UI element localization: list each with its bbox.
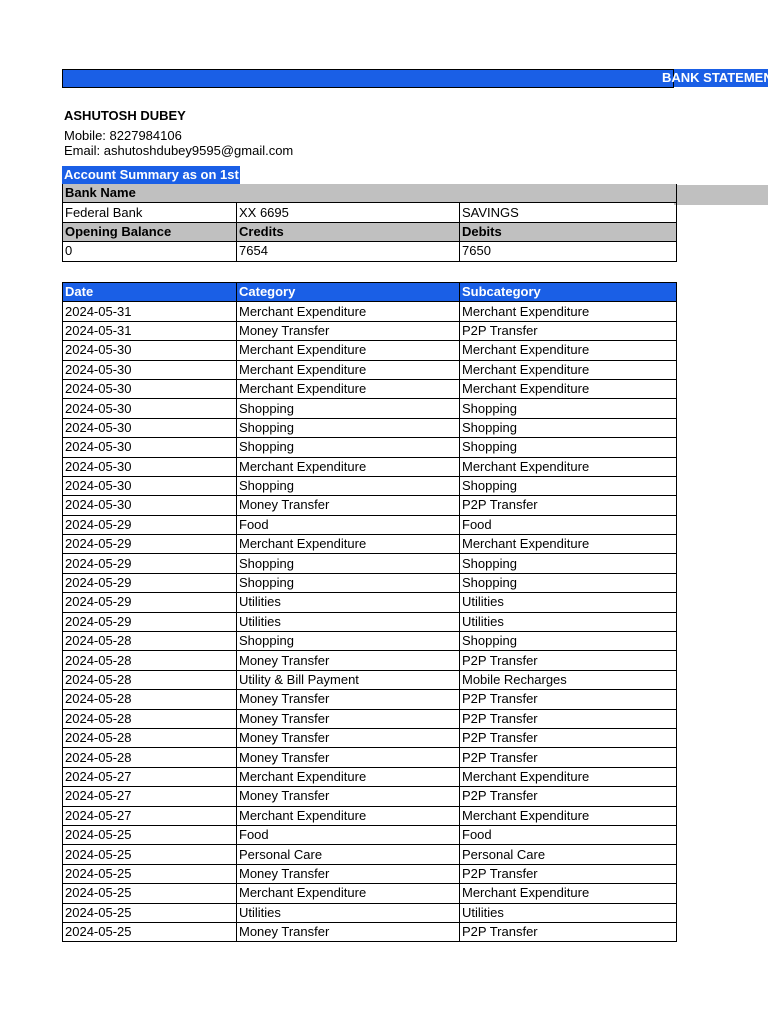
- table-row: [63, 418, 677, 437]
- subcategory-cell: Merchant Expenditure: [460, 884, 677, 903]
- subcategory-cell: P2P Transfer: [460, 748, 677, 767]
- subcategory-cell: Mobile Recharges: [460, 670, 677, 689]
- date-cell: 2024-05-30: [63, 341, 237, 360]
- table-row: [63, 496, 677, 515]
- table-row: [63, 573, 677, 592]
- subcategory-cell: Shopping: [460, 632, 677, 651]
- category-cell: Money Transfer: [237, 787, 460, 806]
- subcategory-cell: P2P Transfer: [460, 690, 677, 709]
- date-cell: 2024-05-29: [63, 573, 237, 592]
- category-cell: Merchant Expenditure: [237, 360, 460, 379]
- debits-value: 7650: [460, 242, 677, 261]
- date-cell: 2024-05-25: [63, 903, 237, 922]
- date-cell: 2024-05-29: [63, 515, 237, 534]
- table-row: [63, 632, 677, 651]
- subcategory-cell: Utilities: [460, 593, 677, 612]
- date-cell: 2024-05-28: [63, 728, 237, 747]
- subcategory-cell: Merchant Expenditure: [460, 341, 677, 360]
- table-row: [63, 884, 677, 903]
- category-cell: Shopping: [237, 573, 460, 592]
- table-row: [63, 825, 677, 844]
- subcategory-cell: Merchant Expenditure: [460, 767, 677, 786]
- subcategory-cell: Merchant Expenditure: [460, 535, 677, 554]
- category-cell: Merchant Expenditure: [237, 379, 460, 398]
- date-cell: 2024-05-30: [63, 399, 237, 418]
- mobile-number: Mobile: 8227984106: [64, 128, 182, 143]
- summary-header-row: [63, 184, 677, 203]
- table-row: [63, 341, 677, 360]
- date-cell: 2024-05-27: [63, 767, 237, 786]
- category-cell: Shopping: [237, 418, 460, 437]
- subcategory-cell: Shopping: [460, 438, 677, 457]
- subcategory-cell: Shopping: [460, 476, 677, 495]
- summary-bank-row: [63, 203, 677, 222]
- table-row: [63, 670, 677, 689]
- category-cell: Personal Care: [237, 845, 460, 864]
- category-cell: Money Transfer: [237, 864, 460, 883]
- title-banner: [62, 69, 674, 88]
- date-cell: 2024-05-30: [63, 457, 237, 476]
- category-cell: Money Transfer: [237, 496, 460, 515]
- table-row: [63, 709, 677, 728]
- header-grey-band: [674, 185, 768, 205]
- table-row: [63, 922, 677, 941]
- date-cell: 2024-05-31: [63, 321, 237, 340]
- table-row: [63, 864, 677, 883]
- category-cell: Shopping: [237, 476, 460, 495]
- summary-balance-row: [63, 242, 677, 261]
- category-cell: Merchant Expenditure: [237, 884, 460, 903]
- table-row: [63, 438, 677, 457]
- category-cell: Utilities: [237, 593, 460, 612]
- category-cell: Money Transfer: [237, 728, 460, 747]
- category-cell: Merchant Expenditure: [237, 302, 460, 321]
- subcategory-cell: Shopping: [460, 418, 677, 437]
- account-type-value: SAVINGS: [460, 203, 677, 222]
- transactions-table: [62, 282, 677, 942]
- subcategory-cell: Food: [460, 825, 677, 844]
- table-row: [63, 651, 677, 670]
- table-row: [63, 360, 677, 379]
- date-cell: 2024-05-30: [63, 476, 237, 495]
- date-cell: 2024-05-31: [63, 302, 237, 321]
- category-cell: Shopping: [237, 632, 460, 651]
- account-summary-table: [62, 184, 677, 262]
- bank-name-label: Bank Name: [63, 184, 677, 203]
- date-cell: 2024-05-30: [63, 418, 237, 437]
- subcategory-cell: P2P Transfer: [460, 864, 677, 883]
- date-cell: 2024-05-25: [63, 864, 237, 883]
- opening-balance-label: Opening Balance: [63, 222, 237, 241]
- category-cell: Money Transfer: [237, 709, 460, 728]
- date-cell: 2024-05-29: [63, 535, 237, 554]
- column-header-subcategory: Subcategory: [460, 283, 677, 302]
- opening-balance-value: 0: [63, 242, 237, 261]
- date-cell: 2024-05-29: [63, 554, 237, 573]
- subcategory-cell: Utilities: [460, 903, 677, 922]
- category-cell: Merchant Expenditure: [237, 806, 460, 825]
- subcategory-cell: Merchant Expenditure: [460, 360, 677, 379]
- category-cell: Merchant Expenditure: [237, 767, 460, 786]
- account-summary-title: Account Summary as on 1st June 2024: [64, 167, 306, 182]
- subcategory-cell: Food: [460, 515, 677, 534]
- date-cell: 2024-05-30: [63, 360, 237, 379]
- bank-name-value: Federal Bank: [63, 203, 237, 222]
- table-row: [63, 903, 677, 922]
- subcategory-cell: Shopping: [460, 399, 677, 418]
- category-cell: Food: [237, 825, 460, 844]
- transactions-body: [63, 302, 677, 942]
- category-cell: Utility & Bill Payment: [237, 670, 460, 689]
- subcategory-cell: P2P Transfer: [460, 709, 677, 728]
- category-cell: Merchant Expenditure: [237, 457, 460, 476]
- table-row: [63, 593, 677, 612]
- date-cell: 2024-05-28: [63, 709, 237, 728]
- date-cell: 2024-05-25: [63, 922, 237, 941]
- category-cell: Food: [237, 515, 460, 534]
- table-row: [63, 728, 677, 747]
- date-cell: 2024-05-25: [63, 884, 237, 903]
- table-row: [63, 476, 677, 495]
- category-cell: Shopping: [237, 399, 460, 418]
- subcategory-cell: P2P Transfer: [460, 321, 677, 340]
- date-cell: 2024-05-27: [63, 806, 237, 825]
- table-row: [63, 399, 677, 418]
- category-cell: Money Transfer: [237, 748, 460, 767]
- table-row: [63, 515, 677, 534]
- debits-label: Debits: [460, 222, 677, 241]
- transactions-header-row: [63, 283, 677, 302]
- subcategory-cell: Shopping: [460, 554, 677, 573]
- date-cell: 2024-05-28: [63, 670, 237, 689]
- table-row: [63, 379, 677, 398]
- table-row: [63, 321, 677, 340]
- category-cell: Money Transfer: [237, 690, 460, 709]
- category-cell: Money Transfer: [237, 321, 460, 340]
- subcategory-cell: P2P Transfer: [460, 728, 677, 747]
- email-address: Email: ashutoshdubey9595@gmail.com: [64, 143, 294, 158]
- subcategory-cell: Utilities: [460, 612, 677, 631]
- table-row: [63, 806, 677, 825]
- date-cell: 2024-05-28: [63, 632, 237, 651]
- category-cell: Utilities: [237, 903, 460, 922]
- summary-balance-header-row: [63, 222, 677, 241]
- subcategory-cell: Merchant Expenditure: [460, 806, 677, 825]
- subcategory-cell: Merchant Expenditure: [460, 379, 677, 398]
- date-cell: 2024-05-30: [63, 438, 237, 457]
- account-holder-name: ASHUTOSH DUBEY: [64, 108, 186, 123]
- date-cell: 2024-05-30: [63, 379, 237, 398]
- category-cell: Money Transfer: [237, 651, 460, 670]
- category-cell: Merchant Expenditure: [237, 341, 460, 360]
- subcategory-cell: Personal Care: [460, 845, 677, 864]
- date-cell: 2024-05-30: [63, 496, 237, 515]
- table-row: [63, 612, 677, 631]
- date-cell: 2024-05-25: [63, 825, 237, 844]
- credits-value: 7654: [237, 242, 460, 261]
- table-row: [63, 787, 677, 806]
- subcategory-cell: P2P Transfer: [460, 787, 677, 806]
- subcategory-cell: Merchant Expenditure: [460, 457, 677, 476]
- date-cell: 2024-05-28: [63, 651, 237, 670]
- date-cell: 2024-05-25: [63, 845, 237, 864]
- table-row: [63, 767, 677, 786]
- table-row: [63, 690, 677, 709]
- subcategory-cell: Shopping: [460, 573, 677, 592]
- category-cell: Money Transfer: [237, 922, 460, 941]
- banner-title: BANK STATEMENT: [662, 70, 781, 85]
- category-cell: Shopping: [237, 554, 460, 573]
- category-cell: Shopping: [237, 438, 460, 457]
- date-cell: 2024-05-27: [63, 787, 237, 806]
- date-cell: 2024-05-28: [63, 748, 237, 767]
- column-header-category: Category: [237, 283, 460, 302]
- table-row: [63, 457, 677, 476]
- title-banner-overflow: [662, 69, 781, 87]
- subcategory-cell: P2P Transfer: [460, 922, 677, 941]
- table-row: [63, 845, 677, 864]
- date-cell: 2024-05-28: [63, 690, 237, 709]
- account-number-value: XX 6695: [237, 203, 460, 222]
- category-cell: Utilities: [237, 612, 460, 631]
- category-cell: Merchant Expenditure: [237, 535, 460, 554]
- column-header-date: Date: [63, 283, 237, 302]
- table-row: [63, 535, 677, 554]
- table-row: [63, 302, 677, 321]
- table-row: [63, 748, 677, 767]
- subcategory-cell: Merchant Expenditure: [460, 302, 677, 321]
- subcategory-cell: P2P Transfer: [460, 496, 677, 515]
- credits-label: Credits: [237, 222, 460, 241]
- date-cell: 2024-05-29: [63, 593, 237, 612]
- date-cell: 2024-05-29: [63, 612, 237, 631]
- subcategory-cell: P2P Transfer: [460, 651, 677, 670]
- table-row: [63, 554, 677, 573]
